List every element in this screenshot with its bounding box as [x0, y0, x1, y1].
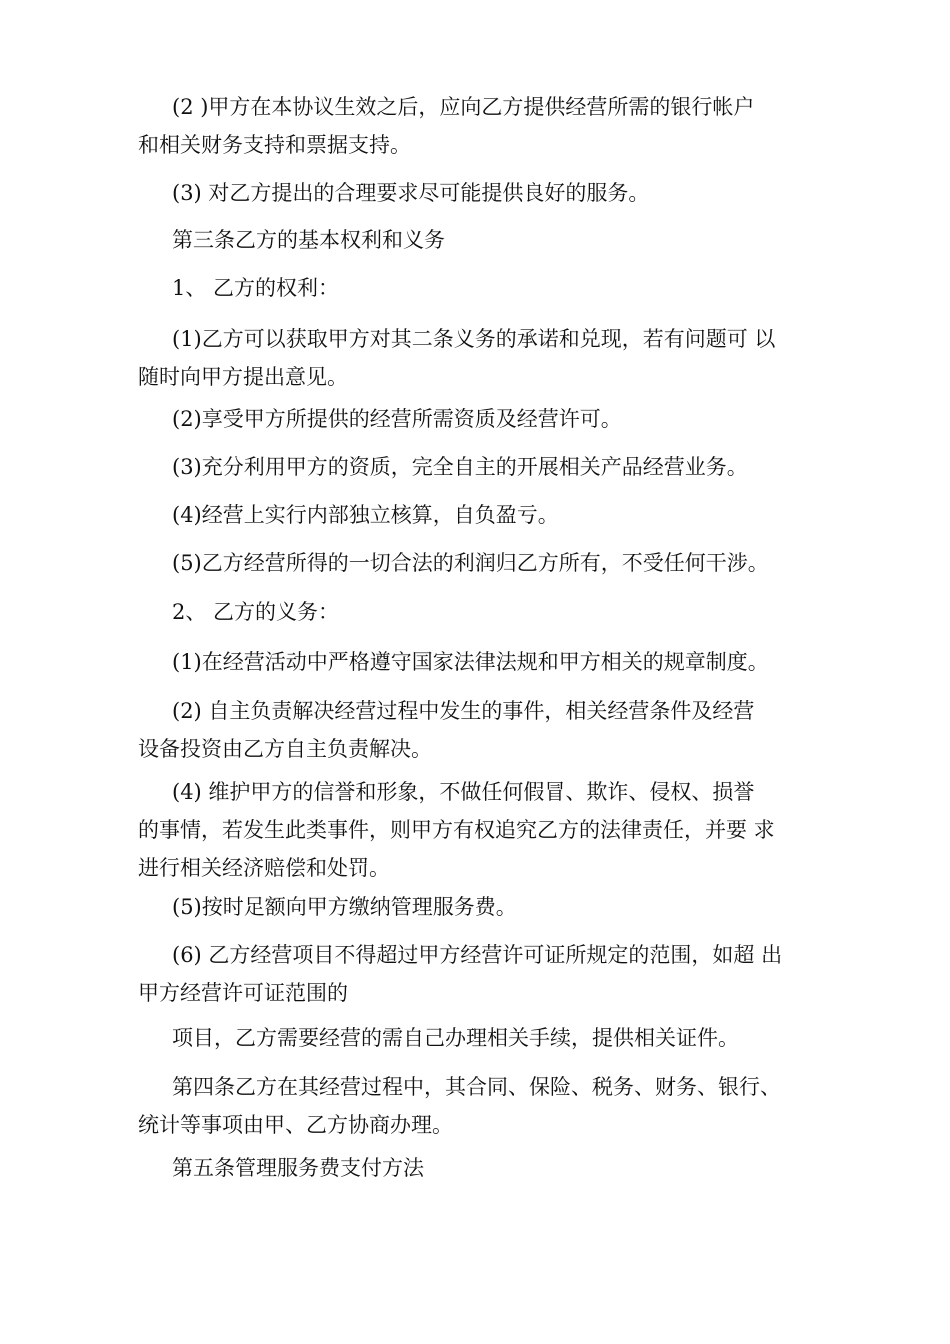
section-heading	[138, 1149, 828, 1187]
paragraph-line: (3) 对乙方提出的合理要求尽可能提供良好的服务。	[172, 181, 650, 205]
paragraph	[138, 400, 828, 438]
paragraph	[138, 448, 828, 486]
paragraph	[138, 643, 828, 681]
paragraph	[138, 773, 828, 887]
paragraph-line: 随时向甲方提出意见。	[138, 365, 348, 389]
paragraph-line: 设备投资由乙方自主负责解决。	[138, 737, 432, 761]
paragraph-line: 项目，乙方需要经营的需自己办理相关手续，提供相关证件。	[172, 1026, 739, 1050]
paragraph	[138, 888, 828, 926]
paragraph	[138, 1019, 828, 1057]
paragraph	[138, 1068, 828, 1144]
paragraph-line: (2)享受甲方所提供的经营所需资质及经营许可。	[172, 407, 622, 431]
paragraph-line: (6) 乙方经营项目不得超过甲方经营许可证所规定的范围，如超 出	[172, 943, 783, 967]
paragraph-line: 1、 乙方的权利：	[172, 276, 340, 300]
paragraph	[138, 544, 828, 582]
paragraph-line: 统计等事项由甲、乙方协商办理。	[138, 1113, 453, 1137]
paragraph-line: (1)在经营活动中严格遵守国家法律法规和甲方相关的规章制度。	[172, 650, 769, 674]
paragraph-line: 第四条乙方在其经营过程中，其合同、保险、税务、财务、银行、	[172, 1075, 781, 1099]
paragraph	[138, 88, 828, 164]
section-heading	[138, 221, 828, 259]
paragraph-line: (1)乙方可以获取甲方对其二条义务的承诺和兑现，若有问题可 以	[172, 327, 776, 351]
paragraph-line: 第五条管理服务费支付方法	[172, 1156, 424, 1180]
paragraph	[138, 174, 828, 212]
paragraph-line: (2) 自主负责解决经营过程中发生的事件，相关经营条件及经营	[172, 699, 755, 723]
paragraph-line: 2、 乙方的义务：	[172, 600, 340, 624]
paragraph	[138, 320, 828, 396]
paragraph-line: (3)充分利用甲方的资质，完全自主的开展相关产品经营业务。	[172, 455, 748, 479]
paragraph-line: (5)按时足额向甲方缴纳管理服务费。	[172, 895, 517, 919]
paragraph-line: (4)经营上实行内部独立核算，自负盈亏。	[172, 503, 559, 527]
paragraph-line: (4) 维护甲方的信誉和形象，不做任何假冒、欺诈、侵权、损誉	[172, 780, 755, 804]
paragraph-line: 甲方经营许可证范围的	[138, 981, 348, 1005]
paragraph-line: 和相关财务支持和票据支持。	[138, 133, 411, 157]
subsection-heading	[138, 269, 828, 307]
paragraph	[138, 692, 828, 768]
paragraph-line: 进行相关经济赔偿和处罚。	[138, 856, 390, 880]
subsection-heading	[138, 593, 828, 631]
paragraph-line: 的事情，若发生此类事件，则甲方有权追究乙方的法律责任，并要 求	[138, 818, 775, 842]
paragraph-line: 第三条乙方的基本权利和义务	[172, 228, 445, 252]
paragraph	[138, 496, 828, 534]
paragraph-line: (2 )甲方在本协议生效之后，应向乙方提供经营所需的银行帐户	[172, 95, 755, 119]
paragraph	[138, 936, 828, 1012]
paragraph-line: (5)乙方经营所得的一切合法的利润归乙方所有，不受任何干涉。	[172, 551, 769, 575]
